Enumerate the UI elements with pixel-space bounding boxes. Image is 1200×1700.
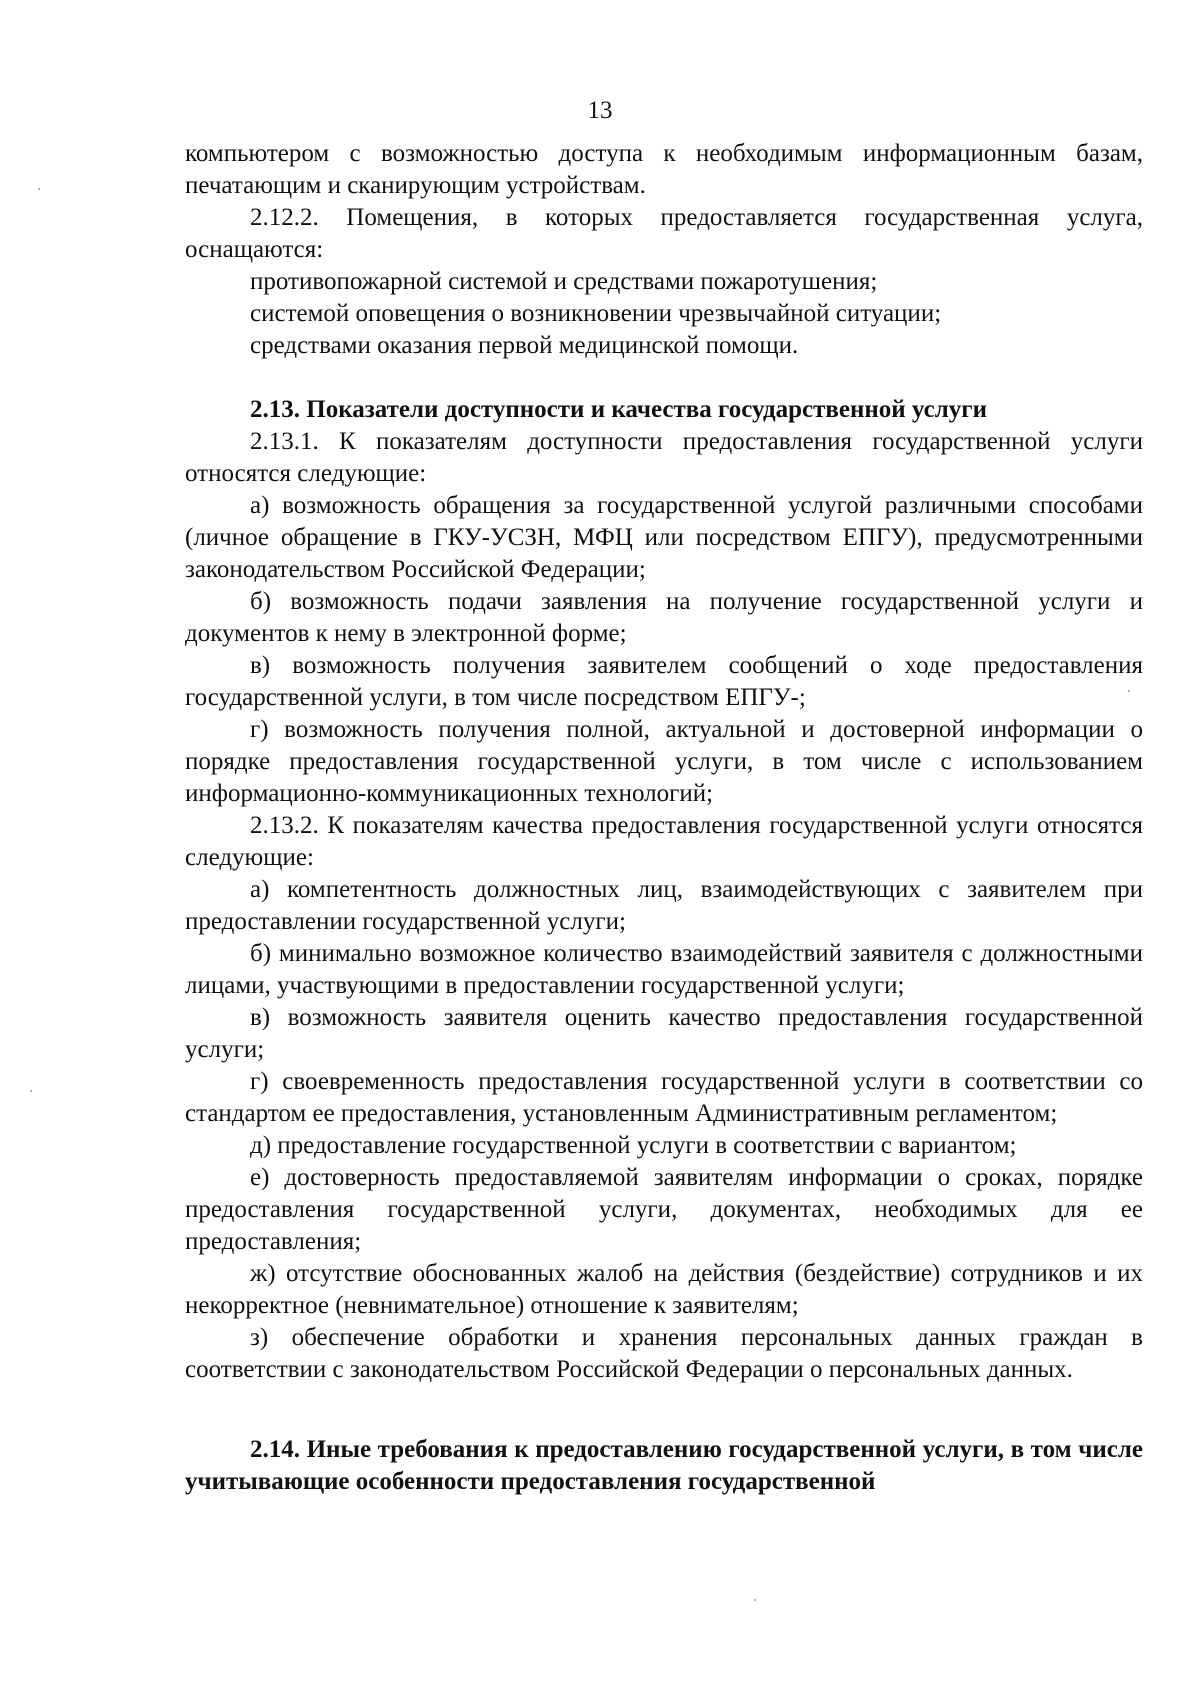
page-number: 13 xyxy=(587,97,613,124)
list-item: е) достоверность предоставляемой заявителям информации о сроках, порядке предоставления государственной услуги, документах, необходимых для ее предоставления; xyxy=(185,1164,1143,1255)
paragraph: 2.13.2. К показателям качества предоставления государственной услуги относятся следующие: xyxy=(185,812,1143,871)
list-item: ж) отсутствие обоснованных жалоб на действия (бездействие) сотрудников и их некорректное (невнимательное) отношение к заявителям; xyxy=(185,1260,1143,1319)
list-item: а) возможность обращения за государственной услугой различными способами (личное обращение в ГКУ-УСЗН, МФЦ или посредством ЕПГУ), предусмотренными законодательством Российской Федерации; xyxy=(185,492,1143,583)
list-item: з) обеспечение обработки и хранения персональных данных граждан в соответствии с законодательством Российской Федерации о персональных данных. xyxy=(185,1324,1143,1383)
scan-speck xyxy=(754,1599,756,1601)
scan-speck xyxy=(38,188,40,190)
paragraph: компьютером с возможностью доступа к необходимым информационным базам, печатающим и сканирующим устройствам. xyxy=(185,140,1143,199)
list-item: системой оповещения о возникновении чрезвычайной ситуации; xyxy=(250,300,942,327)
document-body xyxy=(185,138,1143,1498)
list-item: г) своевременность предоставления государственной услуги в соответствии со стандартом ее предоставления, установленным Административным регламентом; xyxy=(185,1068,1143,1127)
section-heading: 2.14. Иные требования к предоставлению государственной услуги, в том числе учитывающие особенности предоставления государственной xyxy=(185,1436,1143,1495)
list-item: в) возможность заявителя оценить качество предоставления государственной услуги; xyxy=(185,1004,1143,1063)
section-heading: 2.13. Показатели доступности и качества государственной услуги xyxy=(250,396,988,423)
list-item: б) минимально возможное количество взаимодействий заявителя с должностными лицами, участвующими в предоставлении государственной услуги; xyxy=(185,940,1143,999)
paragraph: 2.12.2. Помещения, в которых предоставляется государственная услуга, оснащаются: xyxy=(185,204,1143,263)
list-item: д) предоставление государственной услуги в соответствии с вариантом; xyxy=(250,1132,1017,1159)
list-item: а) компетентность должностных лиц, взаимодействующих с заявителем при предоставлении государственной услуги; xyxy=(185,876,1143,935)
paragraph: 2.13.1. К показателям доступности предоставления государственной услуги относятся следующие: xyxy=(185,428,1143,487)
list-item: в) возможность получения заявителем сообщений о ходе предоставления государственной услуги, в том числе посредством ЕПГУ-; xyxy=(185,652,1143,711)
list-item: средствами оказания первой медицинской помощи. xyxy=(250,332,799,359)
scan-speck xyxy=(30,1090,32,1092)
list-item: г) возможность получения полной, актуальной и достоверной информации о порядке предоставления государственной услуги, в том числе с использованием информационно-коммуникационных технологий; xyxy=(185,716,1143,807)
scan-speck xyxy=(1128,690,1130,692)
list-item: б) возможность подачи заявления на получение государственной услуги и документов к нему в электронной форме; xyxy=(185,588,1143,647)
list-item: противопожарной системой и средствами пожаротушения; xyxy=(250,268,878,295)
